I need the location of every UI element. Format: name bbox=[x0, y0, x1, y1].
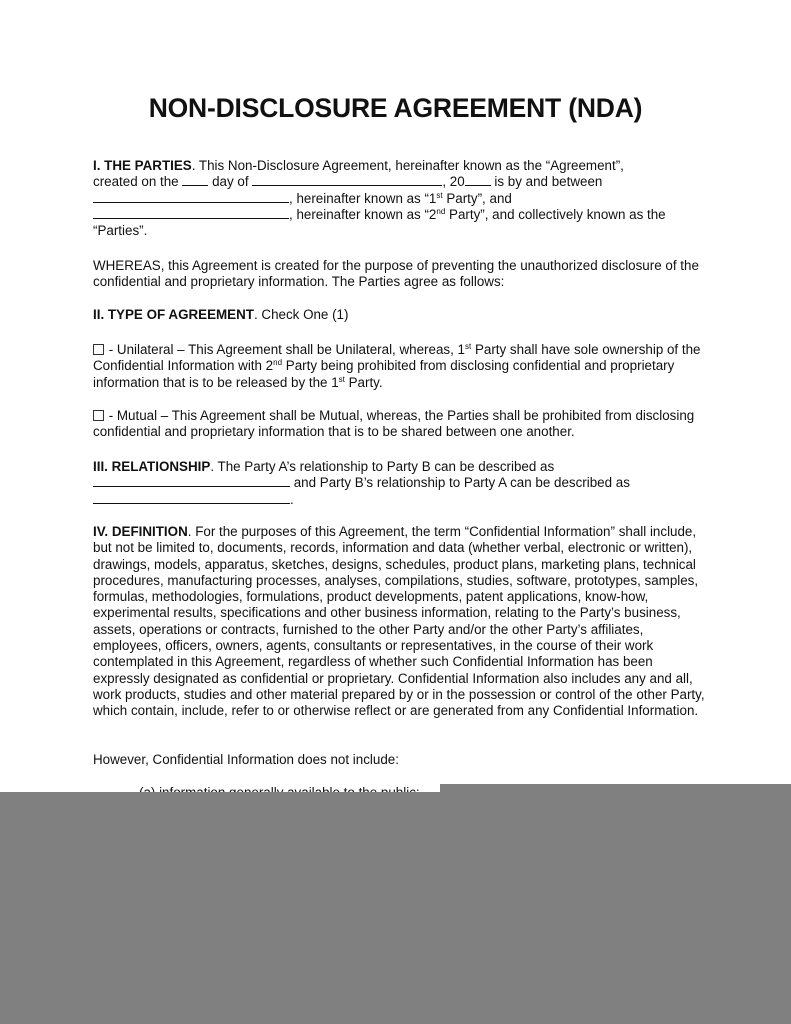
parties-text: , 20 bbox=[442, 174, 465, 190]
option-mutual bbox=[93, 408, 713, 441]
unilateral-text: Party. bbox=[344, 374, 383, 390]
parties-text: Party”, and collectively known as the bbox=[445, 206, 666, 222]
section-definition bbox=[93, 524, 713, 720]
definition-heading: IV. DEFINITION bbox=[93, 524, 188, 539]
section-relationship bbox=[93, 459, 713, 508]
parties-text: , hereinafter known as “1 bbox=[289, 190, 437, 206]
day-blank-field[interactable] bbox=[182, 174, 208, 186]
relationship-text: . The Party A’s relationship to Party B can be described as bbox=[210, 459, 555, 474]
section-type-of-agreement bbox=[93, 307, 713, 323]
unilateral-checkbox[interactable] bbox=[93, 344, 104, 355]
option-unilateral bbox=[93, 342, 713, 391]
parties-text: , hereinafter known as “2 bbox=[289, 206, 437, 222]
definition-text: . For the purposes of this Agreement, the term “Confidential Information” shall include, but not be limited to, documents, records, information and data (whether verbal, electronic or written), drawings, models, apparatus, sketches, designs, schedules, product plans, marketing plans, technical procedures, manufacturing processes, analyses, compilations, studies, software, prototypes, samples, formulas, methodologies, formulations, product developments, patent applications, know-how, experimental results, specifications and other business information, relating to the Party’s business, assets, operations or contracts, furnished to the other Party and/or the other Party’s affiliates, employees, officers, owners, agents, consultants or representatives, in the course of their work contemplated in this Agreement, regardless of whether such Confidential Information has been expressly designated as confidential or proprietary. Confidential Information also includes any and all, work products, studies and other material prepared by or in the possession or control of the other Party, which contain, include, refer to or otherwise reflect or are generated from any Confidential Information. bbox=[93, 524, 705, 719]
relationship-a-blank-field[interactable] bbox=[93, 475, 290, 487]
parties-heading: I. THE PARTIES bbox=[93, 158, 192, 173]
section-parties bbox=[93, 158, 713, 239]
document-title: NON-DISCLOSURE AGREEMENT (NDA) bbox=[148, 93, 643, 123]
relationship-b-blank-field[interactable] bbox=[93, 492, 290, 504]
mutual-checkbox[interactable] bbox=[93, 410, 104, 421]
whereas-paragraph: WHEREAS, this Agreement is created for the purpose of preventing the unauthorized disclosure of the confidential and proprietary information. The Parties agree as follows: bbox=[93, 258, 699, 290]
superscript: st bbox=[338, 374, 345, 384]
unilateral-text: Party shall have sole ownership of the Confidential Information with 2 bbox=[93, 342, 701, 374]
parties-text: Party”, and bbox=[442, 190, 512, 206]
parties-text: . This Non-Disclosure Agreement, hereinafter known as the “Agreement”, bbox=[191, 158, 624, 173]
superscript: nd bbox=[273, 358, 283, 368]
type-heading: II. TYPE OF AGREEMENT bbox=[93, 307, 254, 322]
superscript: nd bbox=[436, 206, 446, 216]
relationship-heading: III. RELATIONSHIP bbox=[93, 459, 211, 474]
mutual-text: - Mutual – This Agreement shall be Mutual, whereas, the Parties shall be prohibited from disclosing confidential and proprietary information that is to be shared between one another. bbox=[93, 408, 695, 440]
unilateral-text: Party being prohibited from disclosing confidential and proprietary information that is to be released by the 1 bbox=[93, 358, 675, 390]
parties-text: “Parties”. bbox=[93, 223, 148, 239]
relationship-text: and Party B’s relationship to Party A can be described as bbox=[290, 475, 630, 491]
redaction-overlay bbox=[0, 792, 791, 1024]
month-blank-field[interactable] bbox=[252, 174, 442, 186]
year-blank-field[interactable] bbox=[465, 174, 491, 186]
second-party-blank-field[interactable] bbox=[93, 207, 289, 219]
unilateral-text: - Unilateral – This Agreement shall be Unilateral, whereas, 1 bbox=[105, 342, 465, 357]
first-party-blank-field[interactable] bbox=[93, 191, 289, 203]
superscript: st bbox=[436, 190, 443, 200]
superscript: st bbox=[465, 342, 472, 351]
parties-text: is by and between bbox=[494, 174, 603, 190]
type-instruction: . Check One (1) bbox=[253, 307, 349, 322]
however-paragraph: However, Confidential Information does not include: bbox=[93, 752, 399, 767]
parties-text: day of bbox=[212, 174, 249, 190]
relationship-text: . bbox=[290, 491, 294, 507]
parties-text: created on the bbox=[93, 174, 179, 190]
